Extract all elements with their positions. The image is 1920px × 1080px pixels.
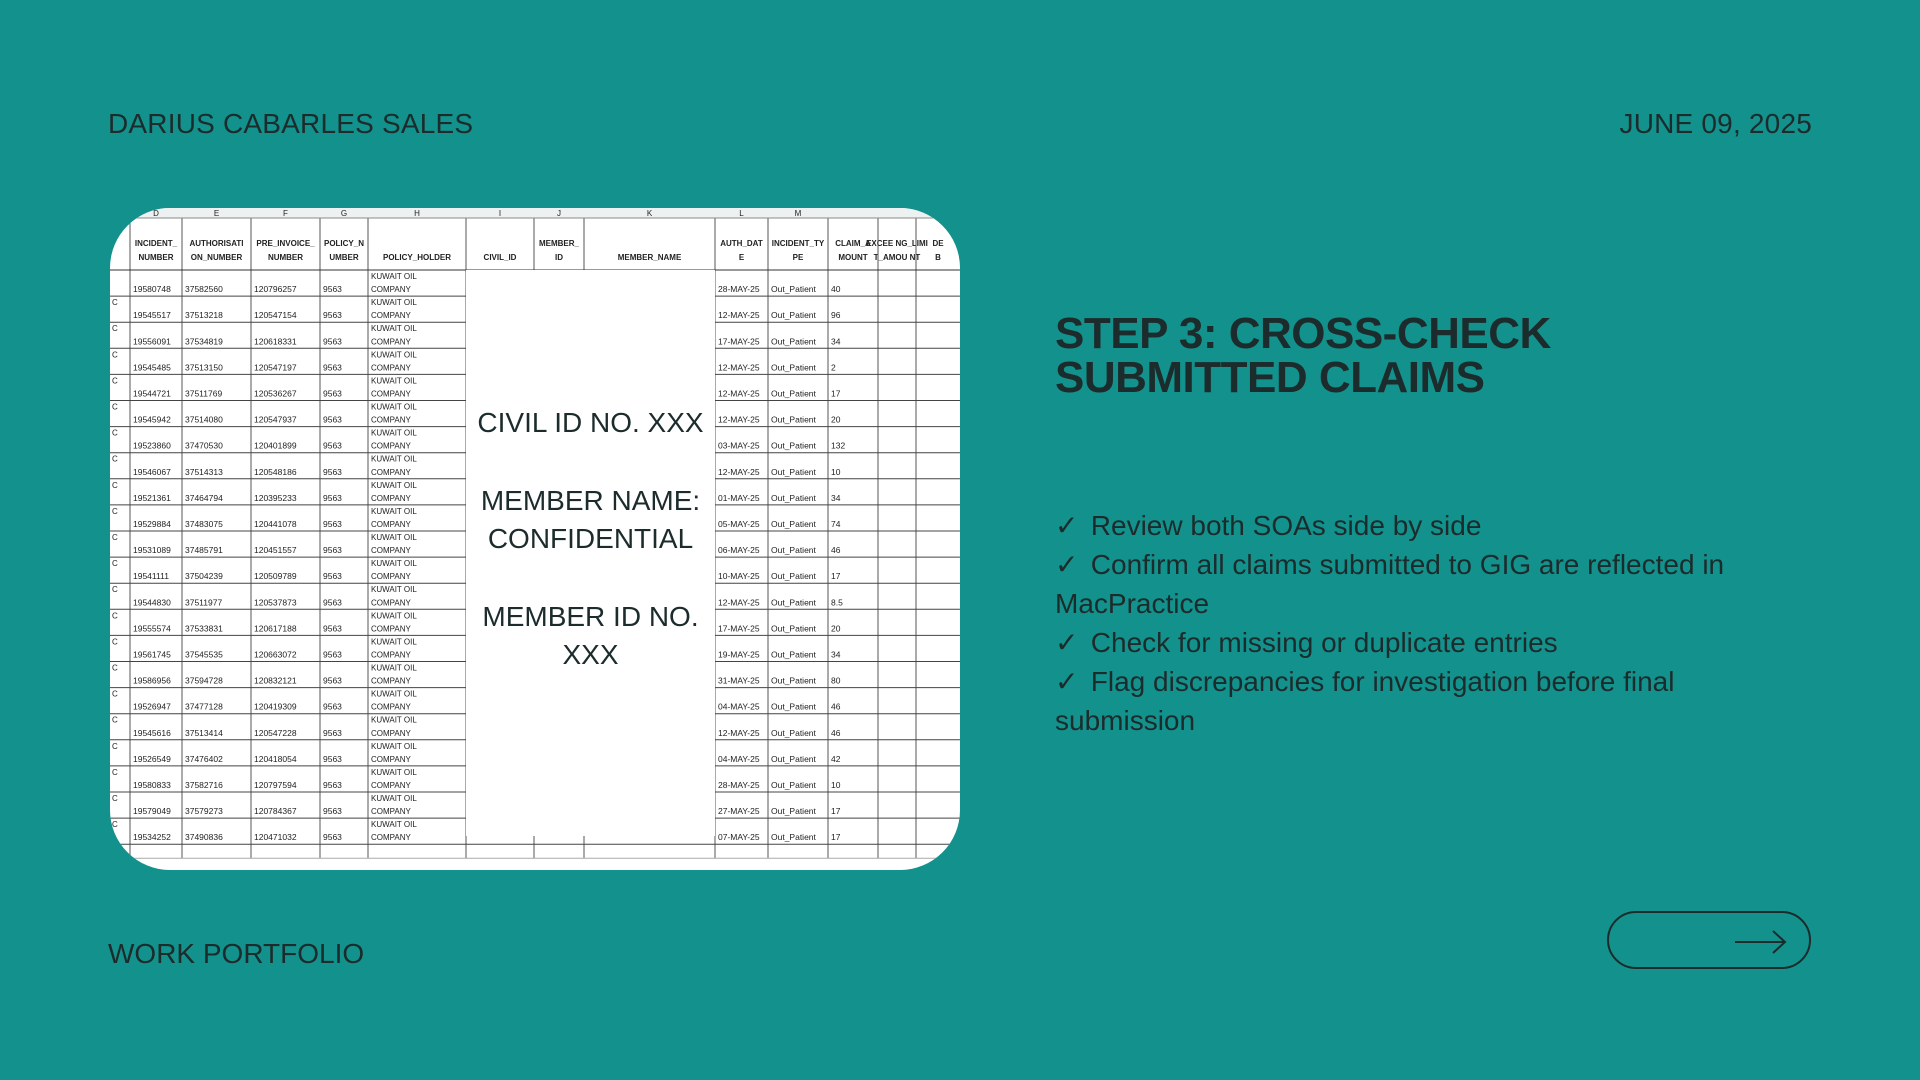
- cell-incident-type: Out_Patient: [771, 806, 816, 817]
- cell-authorisation-number: 37513218: [185, 310, 223, 321]
- cell-claim-amount: 80: [831, 675, 841, 686]
- cell-claim-amount: 40: [831, 284, 841, 295]
- column-letter: I: [498, 209, 502, 218]
- cell-policy-holder: KUWAIT OIL: [371, 663, 417, 673]
- cell-authorisation-number: 37504239: [185, 571, 223, 582]
- cell-authorisation-number: 37582560: [185, 284, 223, 295]
- column-header: NUMBER: [267, 253, 304, 262]
- cell-authorisation-number: 37490836: [185, 832, 223, 843]
- cell-pre-invoice-number: 120797594: [254, 780, 297, 790]
- cell-authorisation-number: 37476402: [185, 753, 223, 764]
- cell-incident-type: Out_Patient: [771, 284, 816, 295]
- column-header: INCIDENT_TY: [771, 239, 825, 248]
- cell-incident-type: Out_Patient: [771, 753, 816, 764]
- cell-policy-holder: COMPANY: [371, 754, 411, 764]
- cell-incident-type: Out_Patient: [771, 649, 816, 660]
- cell-claim-amount: 8.5: [831, 597, 843, 608]
- cell-incident-number: 19545616: [133, 727, 171, 738]
- cell-authorisation-number: 37477128: [185, 701, 223, 712]
- cell-authorisation-number: 37514080: [185, 414, 223, 425]
- row-marker: C: [112, 506, 118, 516]
- cell-policy-holder: KUWAIT OIL: [371, 585, 417, 595]
- cell-incident-number: 19521361: [133, 492, 171, 503]
- cell-pre-invoice-number: 120663072: [254, 649, 297, 660]
- cell-authorisation-number: 37514313: [185, 466, 223, 477]
- cell-incident-type: Out_Patient: [771, 727, 816, 738]
- column-header: CIVIL_ID: [483, 253, 517, 262]
- cell-incident-type: Out_Patient: [771, 832, 816, 843]
- cell-auth-date: 04-MAY-25: [718, 753, 760, 764]
- column-header: EXCEE NG_LIMI: [866, 239, 928, 248]
- cell-policy-holder: KUWAIT OIL: [371, 376, 417, 386]
- row-marker: C: [112, 741, 118, 751]
- cell-authorisation-number: 37545535: [185, 649, 223, 660]
- row-marker: C: [112, 350, 118, 360]
- cell-authorisation-number: 37485791: [185, 545, 223, 556]
- cell-policy-number: 9563: [323, 727, 342, 738]
- cell-authorisation-number: 37511977: [185, 597, 223, 608]
- row-marker: C: [112, 611, 118, 621]
- redacted-civil-id: CIVIL ID NO. XXX: [477, 407, 704, 438]
- cell-claim-amount: 20: [831, 414, 841, 425]
- cell-auth-date: 10-MAY-25: [718, 571, 760, 582]
- cell-pre-invoice-number: 120547228: [254, 727, 297, 738]
- cell-policy-number: 9563: [323, 492, 342, 503]
- cell-policy-number: 9563: [323, 388, 342, 399]
- cell-pre-invoice-number: 120547154: [254, 310, 297, 321]
- cell-policy-number: 9563: [323, 519, 342, 529]
- cell-incident-number: 19586956: [133, 675, 171, 686]
- arrow-right-icon: [1733, 927, 1789, 957]
- cell-incident-number: 19529884: [133, 519, 171, 529]
- column-header: DE: [932, 239, 944, 248]
- cell-policy-number: 9563: [323, 832, 342, 843]
- column-header: NUMBER: [138, 253, 174, 262]
- cell-claim-amount: 132: [831, 440, 846, 451]
- cell-incident-type: Out_Patient: [771, 623, 816, 634]
- cell-auth-date: 03-MAY-25: [718, 440, 760, 451]
- cell-authorisation-number: 37464794: [185, 492, 223, 503]
- cell-policy-number: 9563: [323, 414, 342, 425]
- cell-policy-holder: COMPANY: [371, 650, 411, 660]
- cell-policy-holder: KUWAIT OIL: [371, 559, 417, 569]
- cell-policy-number: 9563: [323, 466, 342, 477]
- cell-pre-invoice-number: 120536267: [254, 388, 297, 399]
- checklist-item: ✓ Flag discrepancies for investigation before final submission: [1055, 662, 1795, 740]
- column-letter-bar: [110, 208, 960, 218]
- cell-incident-number: 19561745: [133, 649, 171, 660]
- cell-policy-number: 9563: [323, 545, 342, 556]
- cell-policy-holder: KUWAIT OIL: [371, 298, 417, 308]
- cell-policy-holder: KUWAIT OIL: [371, 637, 417, 647]
- column-header: B: [935, 253, 941, 262]
- row-marker: C: [112, 428, 118, 438]
- cell-policy-holder: COMPANY: [371, 520, 411, 529]
- column-letter: L: [739, 209, 744, 218]
- cell-policy-number: 9563: [323, 806, 342, 817]
- cell-policy-holder: KUWAIT OIL: [371, 428, 417, 438]
- cell-incident-number: 19541111: [133, 571, 169, 582]
- cell-claim-amount: 10: [831, 466, 841, 477]
- cell-auth-date: 28-MAY-25: [718, 780, 760, 790]
- cell-incident-number: 19545485: [133, 362, 171, 373]
- cell-claim-amount: 17: [831, 806, 841, 817]
- cell-incident-type: Out_Patient: [771, 388, 816, 399]
- presentation-date: JUNE 09, 2025: [1619, 108, 1812, 139]
- cell-authorisation-number: 37513150: [185, 362, 223, 373]
- cell-pre-invoice-number: 120451557: [254, 545, 297, 556]
- cell-auth-date: 27-MAY-25: [718, 806, 760, 817]
- cell-authorisation-number: 37470530: [185, 440, 223, 451]
- cell-policy-number: 9563: [323, 701, 342, 712]
- row-marker: C: [112, 820, 118, 830]
- cell-policy-holder: COMPANY: [371, 415, 411, 425]
- check-icon: ✓: [1055, 666, 1079, 697]
- cell-auth-date: 12-MAY-25: [718, 362, 760, 373]
- cell-claim-amount: 46: [831, 545, 841, 556]
- column-header: MOUNT: [838, 253, 868, 262]
- cell-policy-holder: KUWAIT OIL: [371, 480, 417, 490]
- cell-incident-type: Out_Patient: [771, 701, 816, 712]
- cell-pre-invoice-number: 120618331: [254, 336, 297, 347]
- cell-incident-type: Out_Patient: [771, 519, 816, 529]
- cell-policy-holder: KUWAIT OIL: [371, 506, 417, 516]
- cell-incident-number: 19523860: [133, 440, 171, 451]
- column-header: ON_NUMBER: [190, 253, 243, 262]
- row-marker: C: [112, 533, 118, 542]
- row-marker: C: [112, 637, 118, 647]
- column-header: POLICY_N: [323, 239, 365, 248]
- step-title: STEP 3: CROSS-CHECK SUBMITTED CLAIMS: [1055, 309, 1551, 402]
- row-marker: C: [112, 663, 118, 673]
- cell-policy-holder: COMPANY: [371, 833, 411, 843]
- cell-policy-number: 9563: [323, 675, 342, 686]
- cell-auth-date: 12-MAY-25: [718, 388, 760, 399]
- cell-auth-date: 17-MAY-25: [718, 336, 760, 347]
- cell-claim-amount: 17: [831, 832, 841, 843]
- checklist-item: ✓ Review both SOAs side by side: [1055, 506, 1795, 545]
- cell-policy-holder: COMPANY: [371, 546, 411, 556]
- cell-incident-number: 19579049: [133, 806, 171, 817]
- cell-incident-number: 19531089: [133, 545, 171, 556]
- cell-policy-holder: KUWAIT OIL: [371, 350, 417, 360]
- cell-auth-date: 07-MAY-25: [718, 832, 760, 843]
- cell-pre-invoice-number: 120418054: [254, 753, 297, 764]
- column-header: PE: [792, 253, 804, 262]
- cell-policy-number: 9563: [323, 649, 342, 660]
- cell-policy-number: 9563: [323, 571, 342, 582]
- cell-authorisation-number: 37483075: [185, 519, 223, 529]
- next-button[interactable]: [1607, 911, 1811, 969]
- cell-pre-invoice-number: 120796257: [254, 284, 297, 295]
- cell-policy-holder: COMPANY: [371, 493, 411, 503]
- cell-policy-number: 9563: [323, 310, 342, 321]
- column-letter: D: [153, 209, 159, 218]
- cell-policy-holder: COMPANY: [371, 624, 411, 634]
- column-letter: E: [213, 209, 220, 218]
- column-letter: H: [414, 209, 420, 218]
- cell-authorisation-number: 37582716: [185, 780, 223, 790]
- row-marker: C: [112, 559, 118, 569]
- checklist-item: ✓ Confirm all claims submitted to GIG are reflected in MacPractice: [1055, 545, 1795, 623]
- footer-label: WORK PORTFOLIO: [108, 938, 365, 969]
- cell-authorisation-number: 37533831: [185, 623, 223, 634]
- cell-claim-amount: 42: [831, 753, 841, 764]
- cell-incident-number: 19556091: [133, 336, 171, 347]
- cell-auth-date: 12-MAY-25: [718, 466, 760, 477]
- cell-incident-type: Out_Patient: [771, 597, 816, 608]
- cell-incident-type: Out_Patient: [771, 336, 816, 347]
- row-marker: C: [112, 715, 118, 725]
- cell-incident-number: 19545942: [133, 414, 171, 425]
- cell-incident-number: 19546067: [133, 466, 171, 477]
- cell-policy-holder: KUWAIT OIL: [371, 689, 417, 699]
- cell-incident-number: 19580748: [133, 284, 171, 295]
- cell-policy-holder: KUWAIT OIL: [371, 533, 417, 542]
- cell-pre-invoice-number: 120548186: [254, 466, 297, 477]
- cell-auth-date: 28-MAY-25: [718, 284, 760, 295]
- row-marker: C: [112, 376, 118, 386]
- cell-policy-holder: COMPANY: [371, 807, 411, 817]
- cell-policy-number: 9563: [323, 362, 342, 373]
- column-header: E: [738, 253, 745, 262]
- cell-claim-amount: 17: [831, 571, 841, 582]
- cell-auth-date: 12-MAY-25: [718, 597, 760, 608]
- cell-policy-number: 9563: [323, 336, 342, 347]
- cell-claim-amount: 46: [831, 727, 841, 738]
- cell-policy-holder: COMPANY: [371, 676, 411, 686]
- cell-auth-date: 04-MAY-25: [718, 701, 760, 712]
- cell-policy-number: 9563: [323, 440, 342, 451]
- column-header: T_AMOU NT: [873, 253, 921, 262]
- claims-spreadsheet-image: [110, 208, 960, 870]
- row-marker: C: [112, 689, 118, 699]
- cell-pre-invoice-number: 120419309: [254, 701, 297, 712]
- column-header: ID: [555, 253, 563, 262]
- cell-auth-date: 12-MAY-25: [718, 414, 760, 425]
- cell-policy-holder: KUWAIT OIL: [371, 324, 417, 334]
- cell-incident-number: 19544721: [133, 388, 171, 399]
- column-header: POLICY_HOLDER: [382, 253, 452, 262]
- cell-incident-type: Out_Patient: [771, 414, 816, 425]
- cell-policy-holder: KUWAIT OIL: [371, 454, 417, 464]
- cell-auth-date: 06-MAY-25: [718, 545, 760, 556]
- redacted-member-id: MEMBER ID NO. XXX: [482, 601, 699, 670]
- cell-policy-holder: COMPANY: [371, 363, 411, 373]
- column-letter: K: [646, 209, 653, 218]
- cell-policy-holder: COMPANY: [371, 598, 411, 608]
- cell-incident-type: Out_Patient: [771, 310, 816, 321]
- cell-pre-invoice-number: 120784367: [254, 806, 297, 817]
- cell-incident-number: 19544830: [133, 597, 171, 608]
- cell-policy-holder: KUWAIT OIL: [371, 402, 417, 412]
- cell-claim-amount: 34: [831, 336, 841, 347]
- cell-claim-amount: 10: [831, 780, 841, 790]
- check-icon: ✓: [1055, 549, 1079, 580]
- cell-authorisation-number: 37594728: [185, 675, 223, 686]
- cell-pre-invoice-number: 120547937: [254, 414, 297, 425]
- cell-pre-invoice-number: 120537873: [254, 597, 297, 608]
- row-marker: C: [112, 402, 118, 412]
- row-marker: C: [112, 794, 118, 803]
- cell-incident-type: Out_Patient: [771, 440, 816, 451]
- cell-incident-type: Out_Patient: [771, 492, 816, 503]
- column-letter: G: [340, 209, 348, 218]
- cell-claim-amount: 34: [831, 649, 841, 660]
- checklist-item: ✓ Check for missing or duplicate entries: [1055, 623, 1795, 662]
- cell-authorisation-number: 37534819: [185, 336, 223, 347]
- cell-claim-amount: 17: [831, 388, 841, 399]
- cell-incident-number: 19580833: [133, 780, 171, 790]
- cell-authorisation-number: 37513414: [185, 727, 223, 738]
- column-header: UMBER: [329, 253, 359, 262]
- cell-policy-number: 9563: [323, 623, 342, 634]
- cell-incident-number: 19555574: [133, 623, 171, 634]
- cell-pre-invoice-number: 120395233: [254, 492, 297, 503]
- row-marker: C: [112, 324, 118, 334]
- cell-pre-invoice-number: 120509789: [254, 571, 297, 582]
- checklist: [1055, 506, 1795, 740]
- cell-incident-type: Out_Patient: [771, 362, 816, 373]
- cell-auth-date: 19-MAY-25: [718, 649, 760, 660]
- cell-policy-holder: COMPANY: [371, 389, 411, 399]
- cell-claim-amount: 34: [831, 492, 841, 503]
- row-marker: C: [112, 454, 118, 464]
- cell-pre-invoice-number: 120617188: [254, 623, 297, 634]
- cell-incident-type: Out_Patient: [771, 780, 816, 790]
- cell-pre-invoice-number: 120547197: [254, 362, 297, 373]
- cell-incident-number: 19526947: [133, 701, 171, 712]
- cell-authorisation-number: 37511769: [185, 388, 223, 399]
- cell-incident-number: 19534252: [133, 832, 171, 843]
- column-letter: M: [794, 209, 802, 218]
- cell-policy-holder: KUWAIT OIL: [371, 741, 417, 751]
- cell-policy-holder: COMPANY: [371, 311, 411, 321]
- cell-policy-holder: COMPANY: [371, 572, 411, 582]
- cell-claim-amount: 20: [831, 623, 841, 634]
- cell-authorisation-number: 37579273: [185, 806, 223, 817]
- row-marker: C: [112, 480, 118, 490]
- cell-auth-date: 12-MAY-25: [718, 727, 760, 738]
- column-letter: J: [557, 209, 561, 218]
- check-icon: ✓: [1055, 510, 1079, 541]
- cell-policy-holder: COMPANY: [371, 467, 411, 477]
- cell-policy-holder: KUWAIT OIL: [371, 715, 417, 725]
- cell-auth-date: 01-MAY-25: [718, 492, 760, 503]
- cell-claim-amount: 74: [831, 519, 841, 529]
- column-header: PRE_INVOICE_: [256, 239, 315, 248]
- cell-policy-holder: KUWAIT OIL: [371, 794, 417, 803]
- cell-auth-date: 12-MAY-25: [718, 310, 760, 321]
- cell-auth-date: 17-MAY-25: [718, 623, 760, 634]
- cell-policy-holder: COMPANY: [371, 781, 411, 790]
- cell-policy-holder: KUWAIT OIL: [371, 767, 417, 777]
- cell-policy-holder: COMPANY: [371, 702, 411, 712]
- cell-pre-invoice-number: 120471032: [254, 832, 297, 843]
- cell-incident-type: Out_Patient: [771, 466, 816, 477]
- row-marker: C: [112, 585, 118, 595]
- cell-pre-invoice-number: 120401899: [254, 440, 297, 451]
- cell-incident-type: Out_Patient: [771, 545, 816, 556]
- column-header: MEMBER_: [538, 239, 580, 248]
- cell-policy-number: 9563: [323, 284, 342, 295]
- column-letter: F: [283, 209, 288, 218]
- column-header: CLAIM_A: [835, 239, 871, 248]
- cell-incident-type: Out_Patient: [771, 571, 816, 582]
- column-header: AUTH_DAT: [720, 239, 763, 248]
- author-name: DARIUS CABARLES SALES: [108, 108, 474, 139]
- cell-policy-holder: COMPANY: [371, 337, 411, 347]
- cell-policy-holder: KUWAIT OIL: [371, 272, 417, 281]
- cell-policy-number: 9563: [323, 780, 342, 790]
- column-header: INCIDENT_: [134, 239, 178, 248]
- column-header: MEMBER_NAME: [617, 253, 682, 262]
- redacted-member-name: MEMBER NAME: CONFIDENTIAL: [480, 485, 701, 554]
- cell-policy-holder: KUWAIT OIL: [371, 820, 417, 830]
- redaction-box: [466, 270, 715, 836]
- cell-incident-number: 19526549: [133, 753, 171, 764]
- cell-policy-number: 9563: [323, 753, 342, 764]
- cell-policy-holder: COMPANY: [371, 441, 411, 451]
- check-icon: ✓: [1055, 627, 1079, 658]
- cell-incident-type: Out_Patient: [771, 675, 816, 686]
- cell-policy-holder: KUWAIT OIL: [371, 611, 417, 621]
- row-marker: C: [112, 298, 118, 308]
- cell-pre-invoice-number: 120832121: [254, 675, 297, 686]
- cell-pre-invoice-number: 120441078: [254, 519, 297, 529]
- cell-auth-date: 05-MAY-25: [718, 519, 760, 529]
- cell-policy-holder: COMPANY: [371, 285, 411, 295]
- column-header: AUTHORISATI: [189, 239, 244, 248]
- cell-auth-date: 31-MAY-25: [718, 675, 760, 686]
- cell-incident-number: 19545517: [133, 310, 171, 321]
- cell-policy-number: 9563: [323, 597, 342, 608]
- row-marker: C: [112, 767, 118, 777]
- cell-claim-amount: 46: [831, 701, 841, 712]
- cell-policy-holder: COMPANY: [371, 728, 411, 738]
- cell-claim-amount: 96: [831, 310, 841, 321]
- cell-claim-amount: 2: [831, 362, 836, 373]
